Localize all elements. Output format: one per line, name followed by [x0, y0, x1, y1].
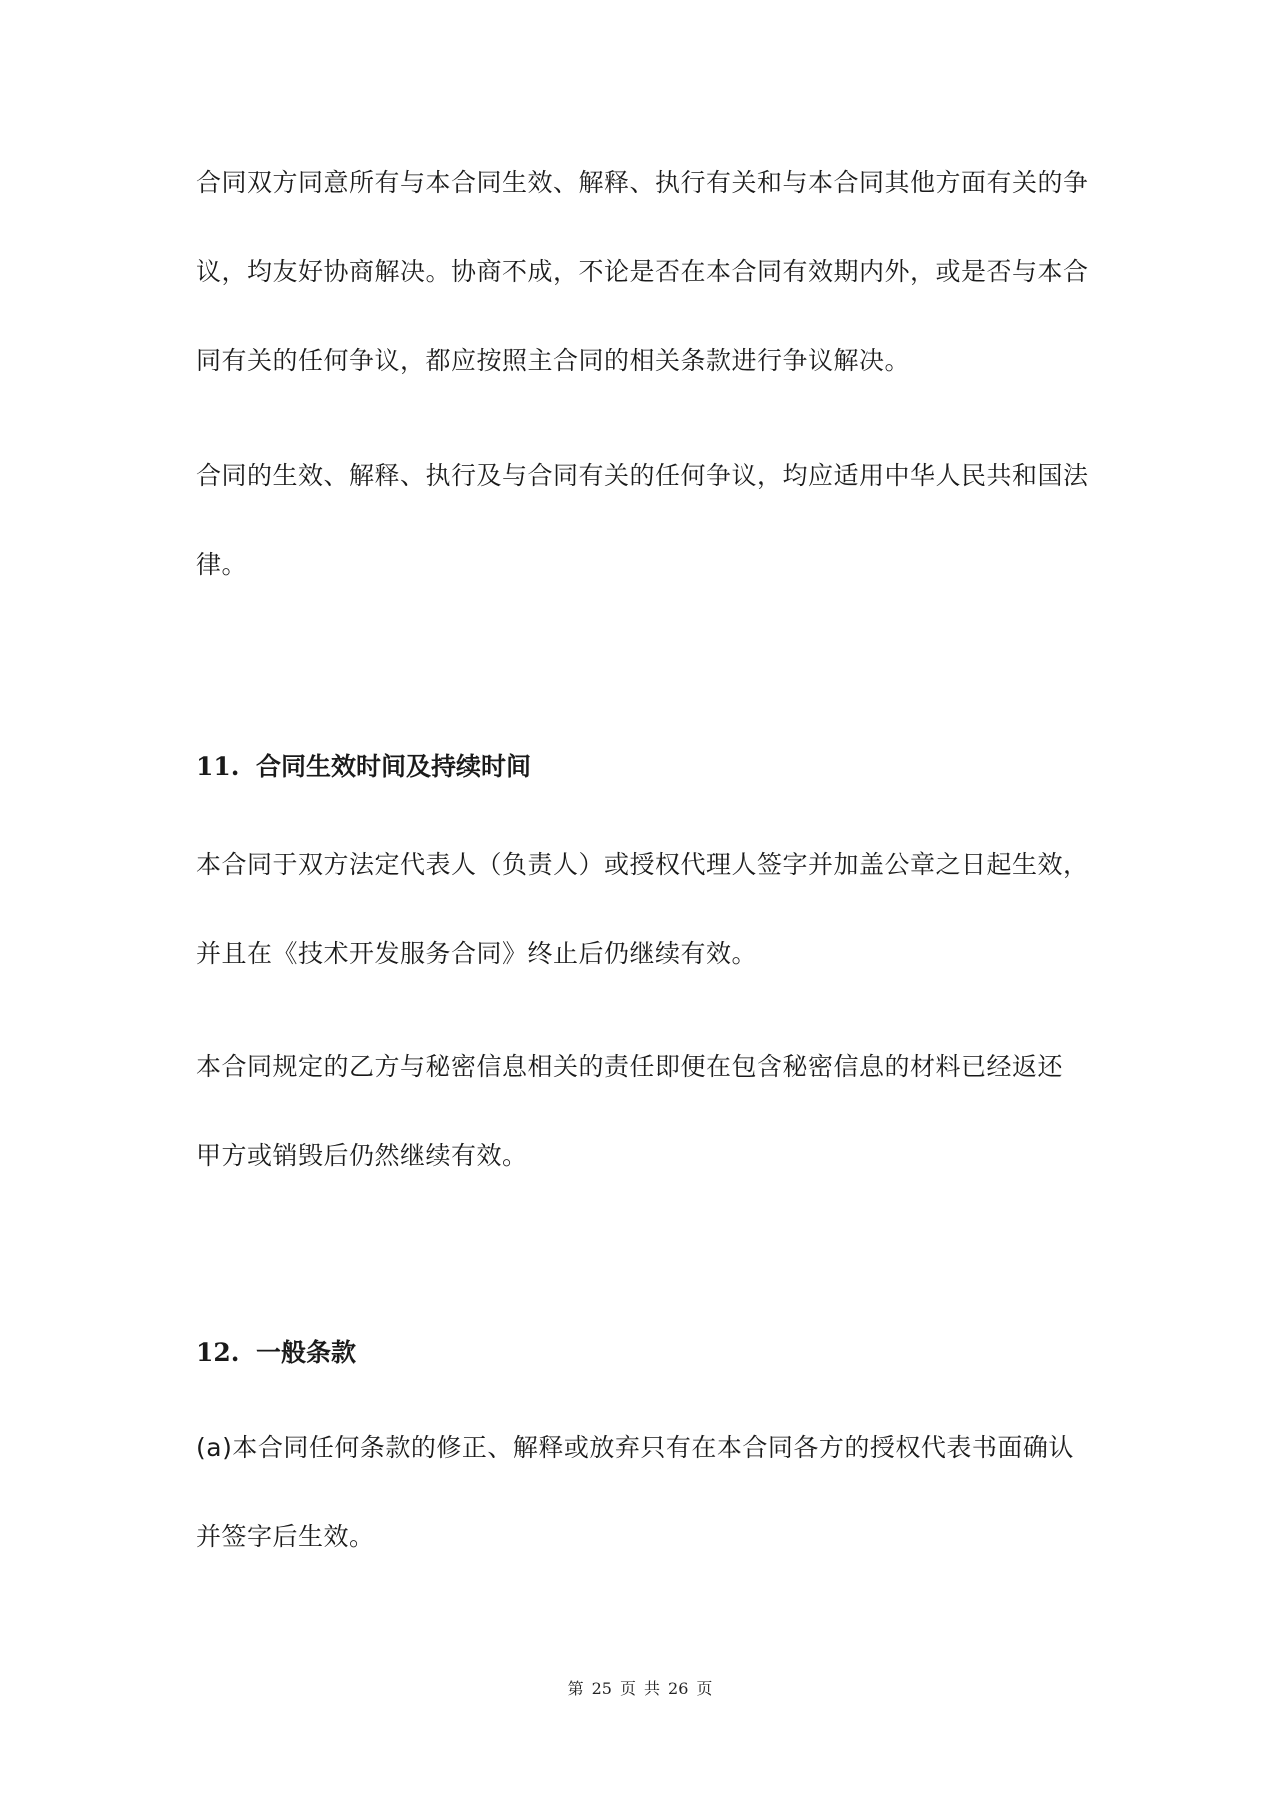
paragraph-line: 合同双方同意所有与本合同生效、解释、执行有关和与本合同其他方面有关的争 — [196, 168, 1089, 197]
paragraph-line: 议，均友好协商解决。协商不成，不论是否在本合同有效期内外，或是否与本合 — [196, 257, 1089, 286]
section-title: 一般条款 — [256, 1338, 357, 1367]
section-heading-11 — [196, 750, 531, 784]
paragraph-line: 并签字后生效。 — [196, 1522, 375, 1551]
paragraph-line: 本合同规定的乙方与秘密信息相关的责任即便在包含秘密信息的材料已经返还 — [196, 1052, 1064, 1081]
paragraph-line: 本合同于双方法定代表人（负责人）或授权代理人签字并加盖公章之日起生效， — [196, 850, 1089, 879]
page-footer — [0, 1678, 1280, 1700]
paragraph-line: (a)本合同任何条款的修正、解释或放弃只有在本合同各方的授权代表书面确认 — [196, 1433, 1074, 1462]
footer-suffix: 页 — [696, 1679, 713, 1698]
current-page-number: 25 — [591, 1679, 612, 1698]
footer-prefix: 第 — [567, 1679, 584, 1698]
paragraph-line: 合同的生效、解释、执行及与合同有关的任何争议，均应适用中华人民共和国法 — [196, 461, 1089, 490]
footer-total-prefix: 共 — [644, 1679, 661, 1698]
paragraph-line: 甲方或销毁后仍然继续有效。 — [196, 1141, 528, 1170]
paragraph-line: 律。 — [196, 550, 248, 579]
total-pages-number: 26 — [668, 1679, 689, 1698]
section-heading-12 — [196, 1336, 356, 1370]
footer-page-word: 页 — [619, 1679, 636, 1698]
paragraph-line: 并且在《技术开发服务合同》终止后仍继续有效。 — [196, 939, 758, 968]
section-number: 11. — [196, 752, 240, 781]
paragraph-line: 同有关的任何争议，都应按照主合同的相关条款进行争议解决。 — [196, 346, 911, 375]
section-number: 12. — [196, 1338, 240, 1367]
section-title: 合同生效时间及持续时间 — [256, 752, 532, 781]
